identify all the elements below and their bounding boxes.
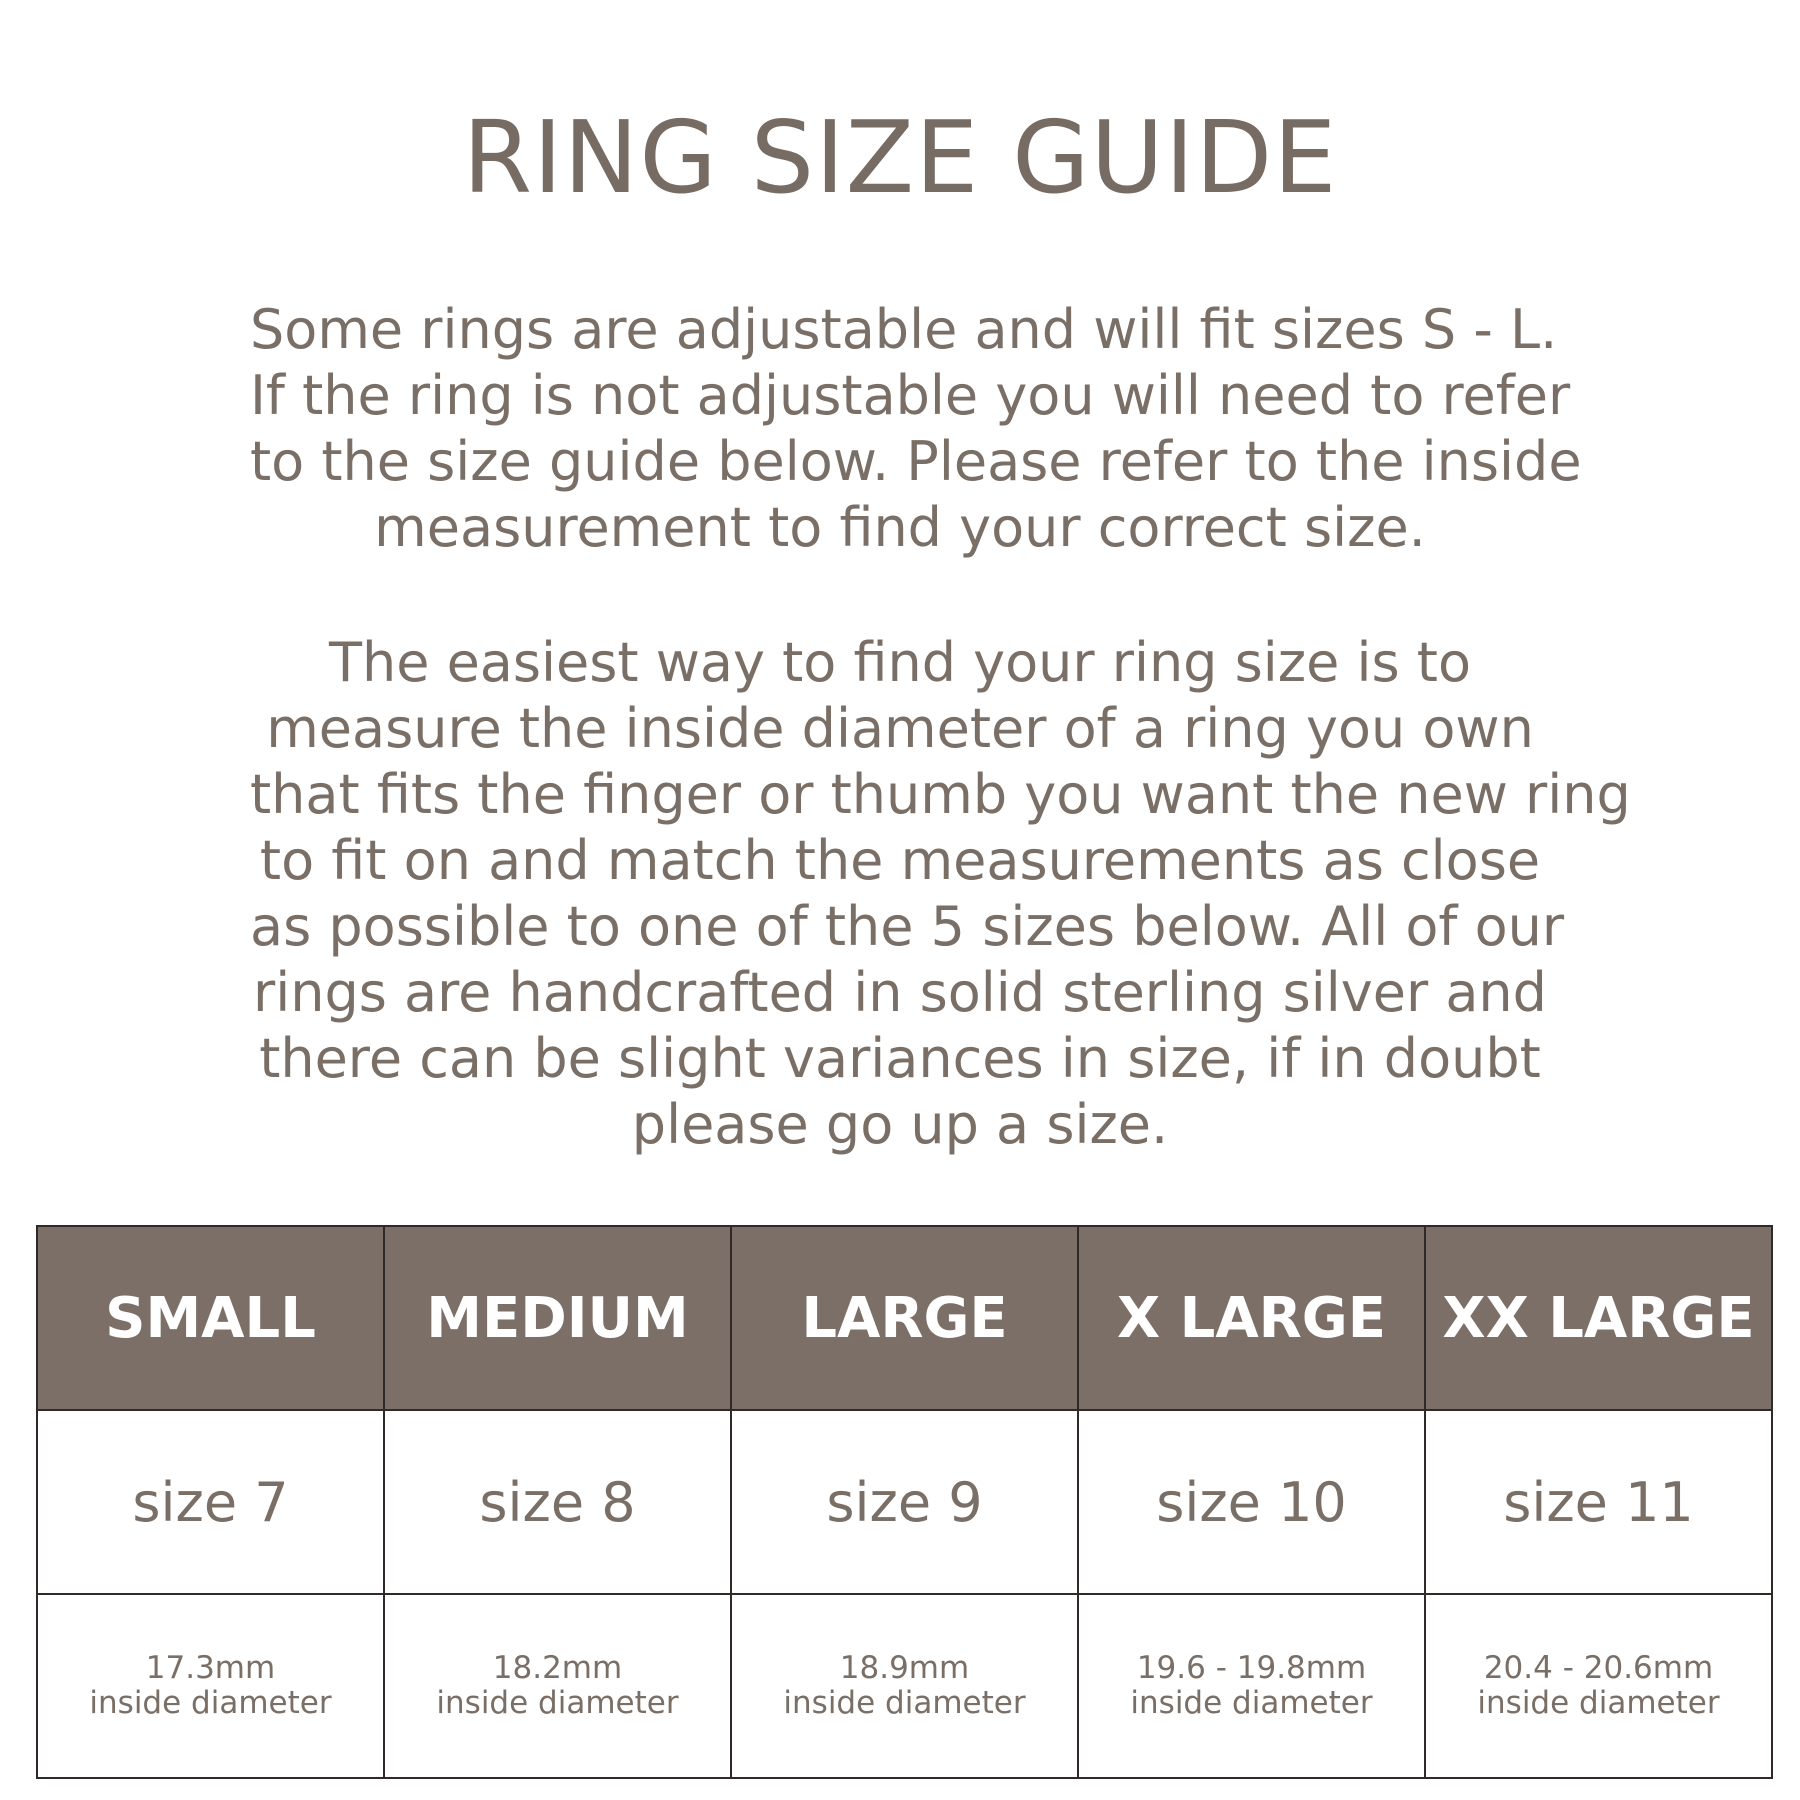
diameter-value: 17.3mm <box>145 1650 276 1686</box>
howto-line: there can be slight variances in size, if in doubt <box>259 1027 1541 1090</box>
howto-line: to fit on and match the measurements as close <box>259 829 1541 892</box>
howto-line: that fits the finger or thumb you want the new ring <box>250 763 1631 826</box>
diameter-value: 18.9mm <box>839 1650 970 1686</box>
diameter-note: inside diameter <box>1477 1685 1720 1721</box>
size-header-row <box>37 1226 1772 1410</box>
howto-paragraph <box>250 630 1631 1158</box>
diameter-cell <box>731 1594 1078 1778</box>
size-header-large: LARGE <box>731 1226 1078 1410</box>
diameter-note: inside diameter <box>436 1685 679 1721</box>
diameter-value: 18.2mm <box>492 1650 623 1686</box>
howto-line: rings are handcrafted in solid sterling silver and <box>253 961 1547 1024</box>
howto-line: as possible to one of the 5 sizes below. All of our <box>250 895 1565 958</box>
size-header-medium: MEDIUM <box>384 1226 731 1410</box>
diameter-note: inside diameter <box>783 1685 1026 1721</box>
howto-line: The easiest way to find your ring size is to <box>328 631 1471 694</box>
diameter-cell <box>1425 1594 1772 1778</box>
diameter-cell <box>37 1594 384 1778</box>
ring-size-cell: size 7 <box>37 1410 384 1594</box>
size-table <box>36 1225 1773 1779</box>
howto-line: measure the inside diameter of a ring you own <box>266 697 1534 760</box>
size-header-x-large: X LARGE <box>1078 1226 1425 1410</box>
diameter-row <box>37 1594 1772 1778</box>
howto-line: please go up a size. <box>631 1093 1169 1156</box>
ring-size-cell: size 11 <box>1425 1410 1772 1594</box>
diameter-note: inside diameter <box>89 1685 332 1721</box>
diameter-value: 19.6 - 19.8mm <box>1136 1650 1367 1686</box>
ring-size-cell: size 10 <box>1078 1410 1425 1594</box>
ring-size-cell: size 8 <box>384 1410 731 1594</box>
diameter-cell <box>384 1594 731 1778</box>
ring-size-cell: size 9 <box>731 1410 1078 1594</box>
size-header-xx-large: XX LARGE <box>1425 1226 1772 1410</box>
intro-line: If the ring is not adjustable you will need to refer <box>250 364 1571 427</box>
page-title: RING SIZE GUIDE <box>462 99 1338 216</box>
diameter-value: 20.4 - 20.6mm <box>1483 1650 1714 1686</box>
diameter-cell <box>1078 1594 1425 1778</box>
diameter-note: inside diameter <box>1130 1685 1373 1721</box>
intro-line: to the size guide below. Please refer to the inside <box>250 430 1582 493</box>
ring-size-row <box>37 1410 1772 1594</box>
intro-paragraph <box>250 297 1582 561</box>
size-header-small: SMALL <box>37 1226 384 1410</box>
intro-line: measurement to find your correct size. <box>374 496 1426 559</box>
intro-line: Some rings are adjustable and will fit sizes S - L. <box>250 298 1558 361</box>
